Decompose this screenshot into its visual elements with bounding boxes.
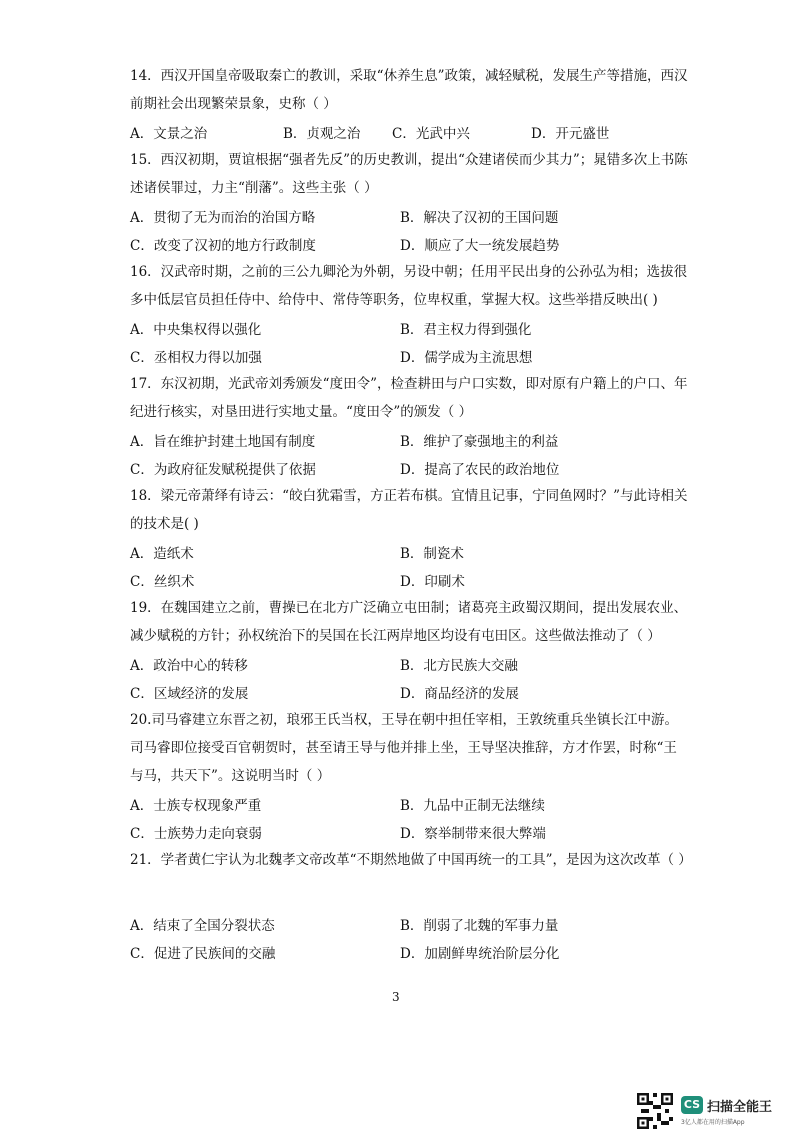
question-17-option-a: A．旨在维护封建土地国有制度 <box>130 434 316 450</box>
question-18-option-d: D．印刷术 <box>400 574 465 590</box>
question-21-option-a: A．结束了全国分裂状态 <box>130 918 275 934</box>
scanner-brand-name: 扫描全能王 <box>707 1100 773 1115</box>
question-19-stem: 19．在魏国建立之前，曹操已在北方广泛确立屯田制；诸葛亮主政蜀汉期间，提出发展农业、减少赋税的方针；孙权统治下的吴国在长江两岸地区均设有屯田区。这些做法推动了（ ） <box>130 600 688 644</box>
question-21-stem: 21．学者黄仁宇认为北魏孝文帝改革“不期然地做了中国再统一的工具”，是因为这次改革（ ） <box>130 852 692 868</box>
question-20-option-d: D．察举制带来很大弊端 <box>400 826 546 842</box>
question-18-option-c: C．丝织术 <box>130 574 195 590</box>
question-15-option-b: B．解决了汉初的王国问题 <box>400 210 559 226</box>
question-20-stem: 20.司马睿建立东晋之初，琅邪王氏当权，王导在朝中担任宰相，王敦统重兵坐镇长江中游。司马睿即位接受百官朝贺时，甚至请王导与他并排上坐，王导坚决推辞，方才作罢，时称“王与马，共天下”。这说明当时（ ） <box>130 712 678 784</box>
question-20-option-a: A．士族专权现象严重 <box>130 798 262 814</box>
question-20-option-b: B．九品中正制无法继续 <box>400 798 545 814</box>
question-17-option-b: B．维护了豪强地主的利益 <box>400 434 559 450</box>
question-21-option-c: C．促进了民族间的交融 <box>130 946 276 962</box>
question-16-stem: 16．汉武帝时期，之前的三公九卿沦为外朝，另设中朝；任用平民出身的公孙弘为相；选拔很多中低层官员担任侍中、给侍中、常侍等职务，位卑权重，掌握大权。这些举措反映出( ) <box>130 264 688 308</box>
question-18-option-b: B．制瓷术 <box>400 546 464 562</box>
question-19-option-d: D．商品经济的发展 <box>400 686 519 702</box>
question-14-stem: 14．西汉开国皇帝吸取秦亡的教训，采取“休养生息”政策，减轻赋税，发展生产等措施，西汉前期社会出现繁荣景象，史称（ ） <box>130 68 688 112</box>
question-14-option-a: A．文景之治 <box>130 126 208 142</box>
question-15-option-c: C．改变了汉初的地方行政制度 <box>130 238 316 254</box>
question-16-option-a: A．中央集权得以强化 <box>130 322 262 338</box>
question-16-option-c: C．丞相权力得以加强 <box>130 350 262 366</box>
question-14-option-b: B．贞观之治 <box>283 126 361 142</box>
question-16-option-d: D．儒学成为主流思想 <box>400 350 533 366</box>
question-19-option-c: C．区域经济的发展 <box>130 686 249 702</box>
question-20-option-c: C．士族势力走向衰弱 <box>130 826 262 842</box>
question-17-stem: 17．东汉初期，光武帝刘秀颁发“度田令”，检查耕田与户口实数，即对原有户籍上的户口、年纪进行核实，对垦田进行实地丈量。“度田令”的颁发（ ） <box>130 376 688 420</box>
question-19-option-a: A．政治中心的转移 <box>130 658 248 674</box>
question-21-option-b: B．削弱了北魏的军事力量 <box>400 918 559 934</box>
question-18-option-a: A．造纸术 <box>130 546 194 562</box>
question-16-option-b: B．君主权力得到强化 <box>400 322 532 338</box>
question-14-option-c: C．光武中兴 <box>392 126 470 142</box>
question-17-option-c: C．为政府征发赋税提供了依据 <box>130 462 316 478</box>
question-21-option-d: D．加剧鲜卑统治阶层分化 <box>400 946 560 962</box>
question-15-option-d: D．顺应了大一统发展趋势 <box>400 238 560 254</box>
scanner-tagline: 3亿人都在用的扫描App <box>681 1119 745 1126</box>
question-19-option-b: B．北方民族大交融 <box>400 658 518 674</box>
question-15-option-a: A．贯彻了无为而治的治国方略 <box>130 210 316 226</box>
question-18-stem: 18．梁元帝萧绎有诗云：“皎白犹霜雪，方正若布棋。宜情且记事，宁同鱼网时？”与此诗相关的技术是( ) <box>130 488 688 532</box>
page-number: 3 <box>392 990 400 1004</box>
question-17-option-d: D．提高了农民的政治地位 <box>400 462 560 478</box>
cs-logo-icon: CS <box>681 1096 703 1114</box>
question-15-stem: 15．西汉初期，贾谊根据“强者先反”的历史教训，提出“众建诸侯而少其力”；晁错多次上书陈述诸侯罪过，力主“削藩”。这些主张（ ） <box>130 152 688 196</box>
question-14-option-d: D．开元盛世 <box>531 126 610 142</box>
